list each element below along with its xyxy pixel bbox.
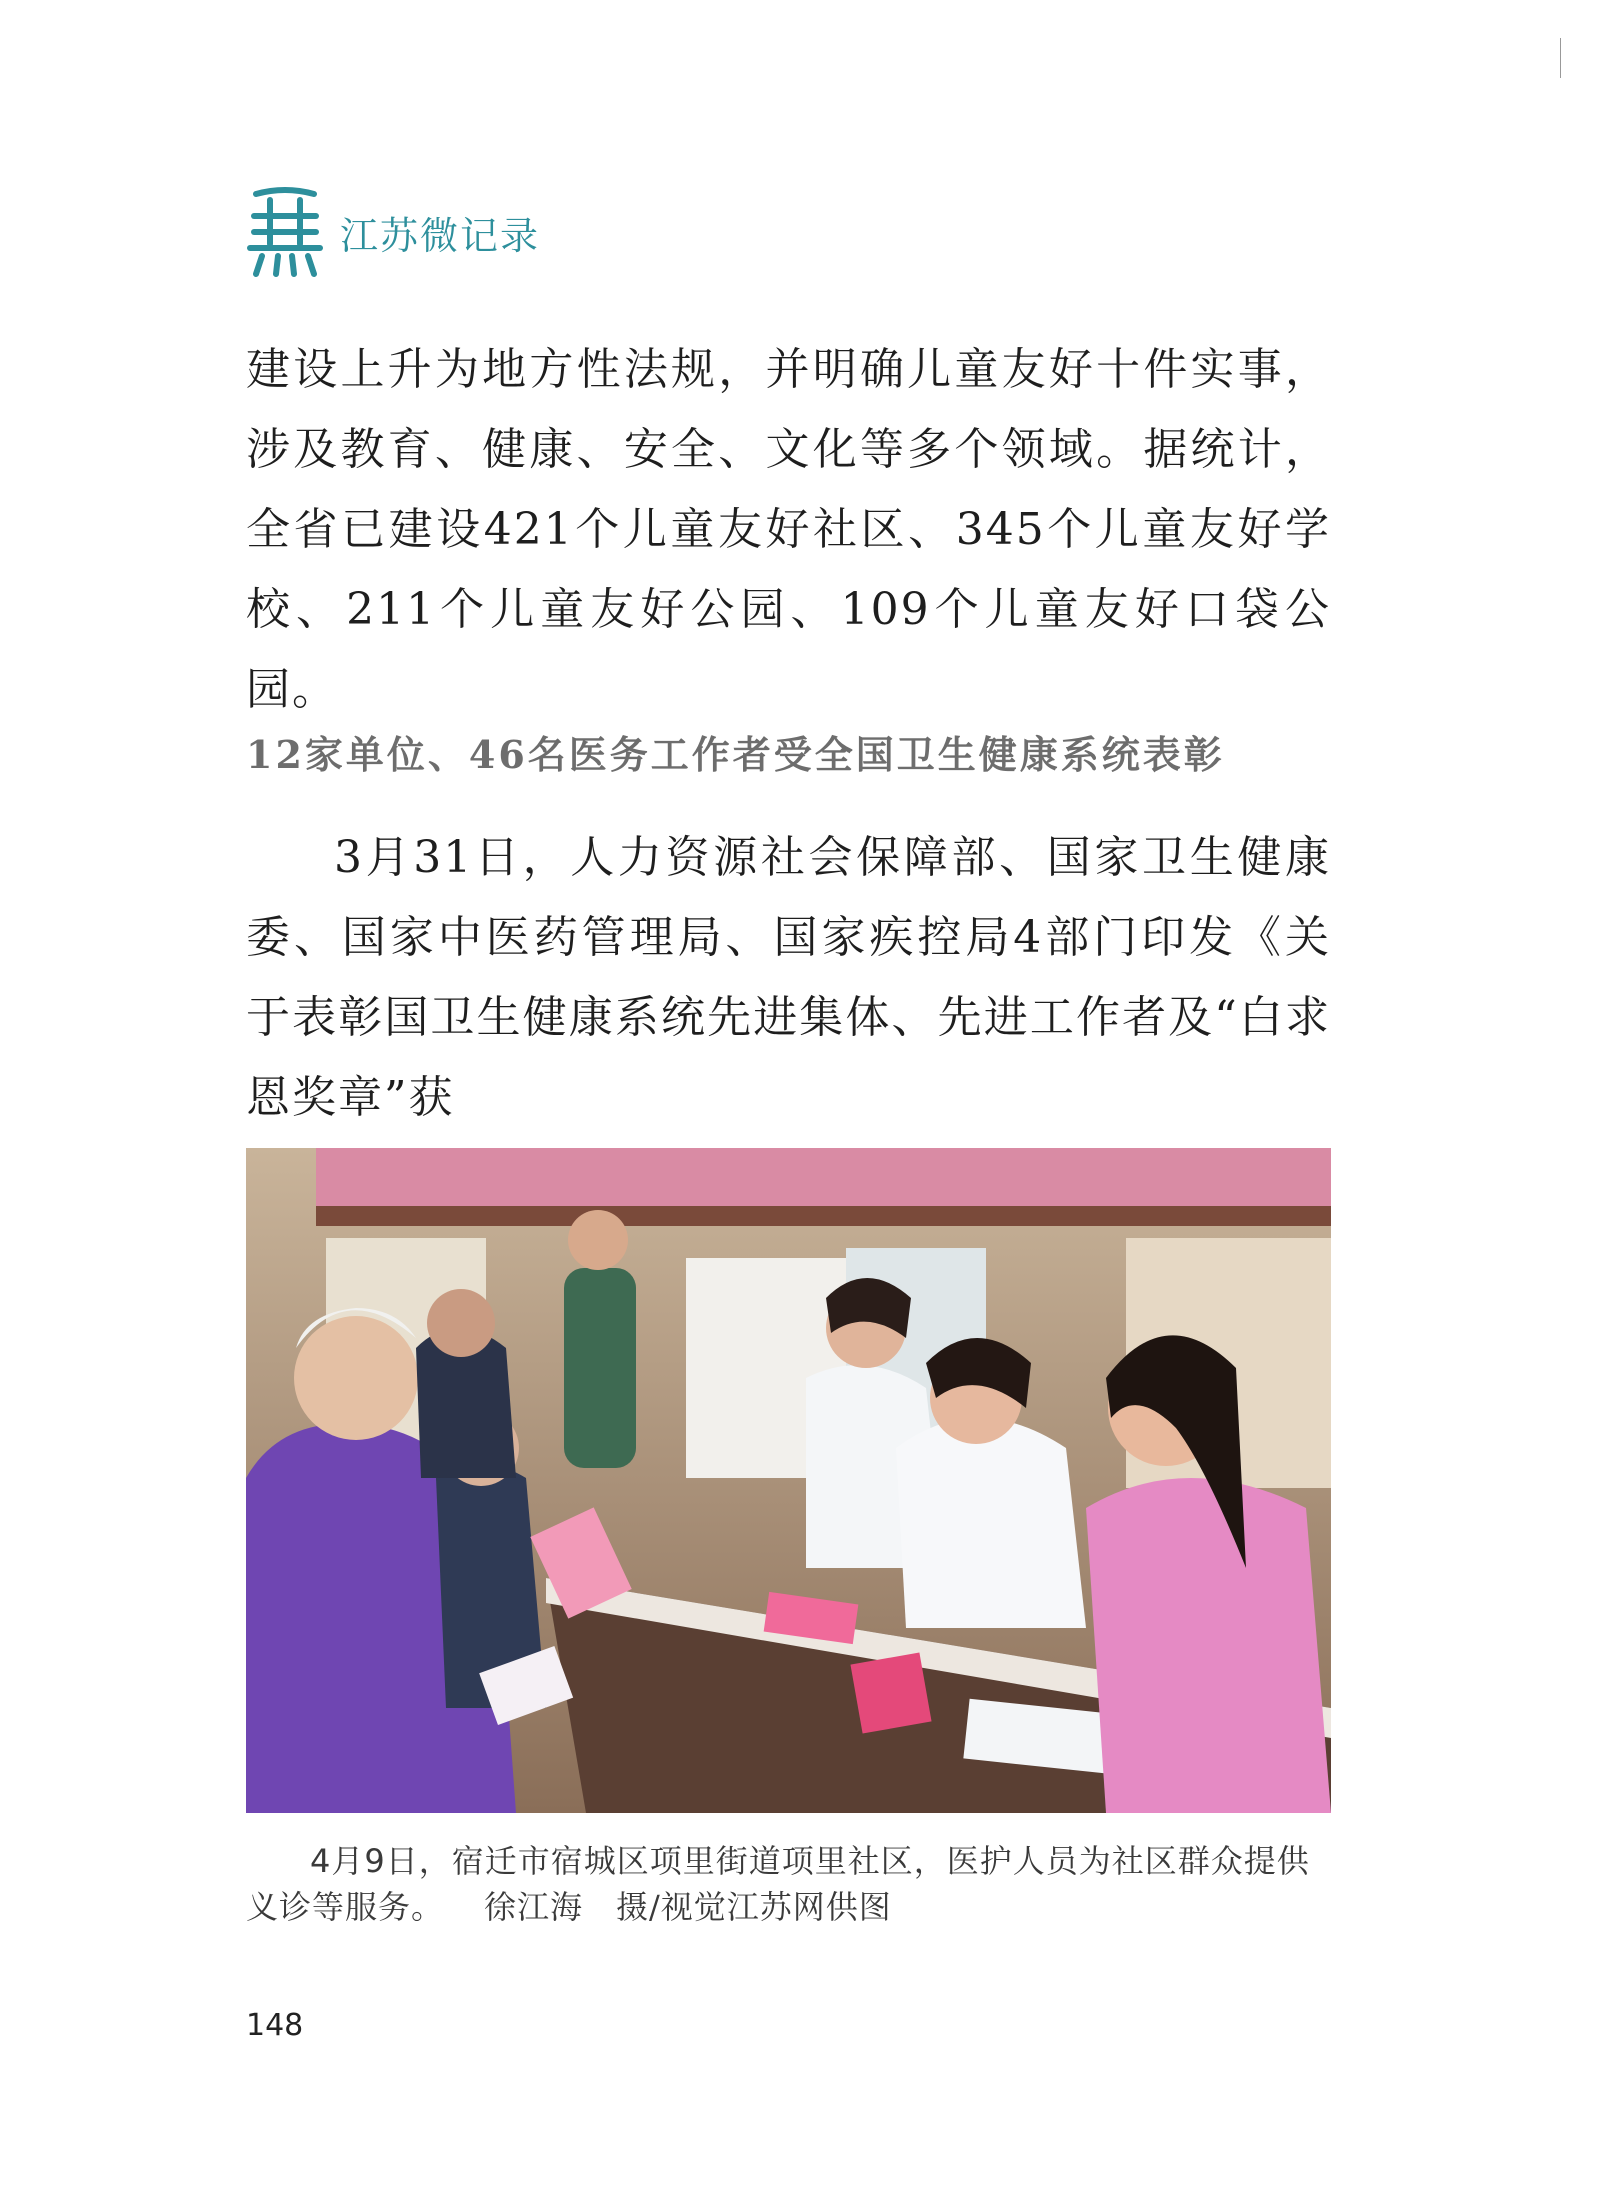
photo-credit: 徐江海 摄/视觉江苏网供图 xyxy=(484,1888,892,1926)
section-title: 江苏微记录 xyxy=(340,213,541,258)
jiangsu-logo-icon xyxy=(246,186,324,278)
photo-medical-service-icon xyxy=(246,1148,1331,1813)
page-header xyxy=(246,186,540,278)
photo-caption xyxy=(246,1838,1331,1930)
photo-medical-service xyxy=(246,1148,1331,1813)
caption-text: 4月9日，宿迁市宿城区项里街道项里社区，医护人员为社区群众提供义诊等服务。 xyxy=(246,1842,1310,1926)
news-heading: 12家单位、46名医务工作者受全国卫生健康系统表彰 xyxy=(246,732,1225,777)
body-paragraph: 建设上升为地方性法规，并明确儿童友好十件实事，涉及教育、健康、安全、文化等多个领域。据统计，全省已建设421个儿童友好社区、345个儿童友好学校、211个儿童友好公园、109个儿童友好口袋公园。 xyxy=(246,344,1331,715)
page-number: 148 xyxy=(246,2008,304,2043)
crop-mark xyxy=(1560,38,1561,78)
body-paragraph: 3月31日，人力资源社会保障部、国家卫生健康委、国家中医药管理局、国家疾控局4部门印发《关于表彰国卫生健康系统先进集体、先进工作者及“白求恩奖章”获 xyxy=(246,832,1331,1123)
